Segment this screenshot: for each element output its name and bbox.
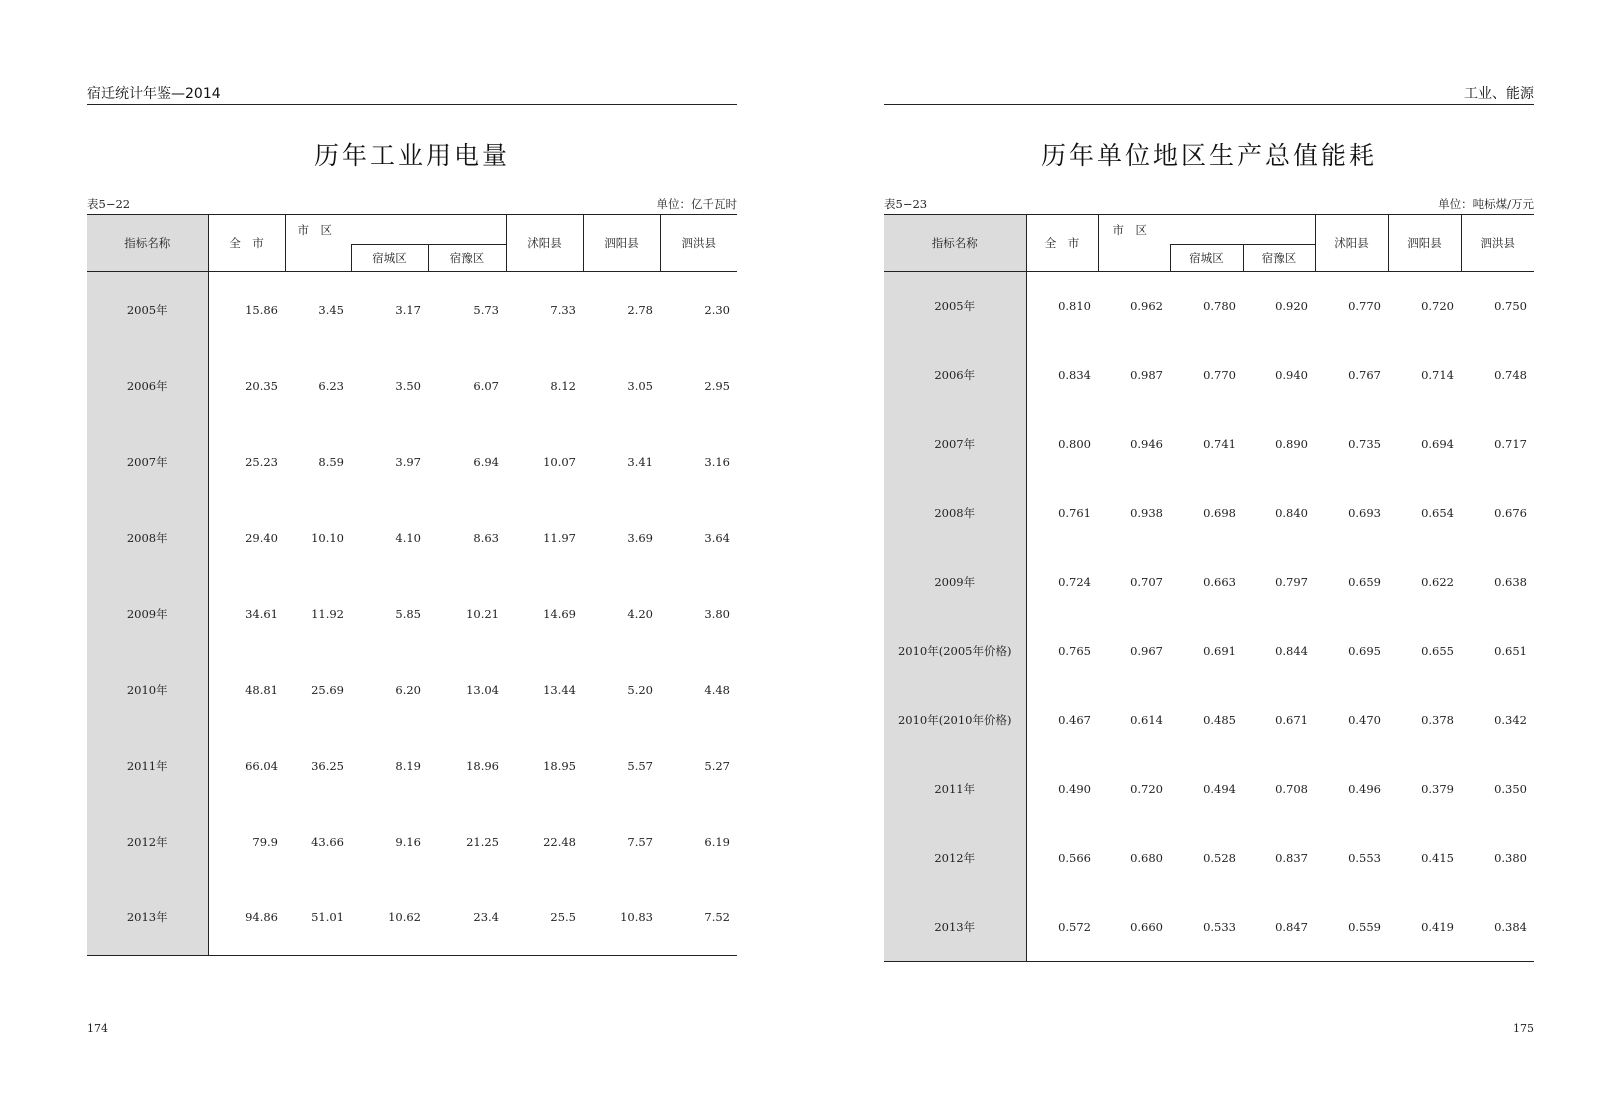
table-cell: 0.553 — [1348, 851, 1381, 865]
table-cell: 10.21 — [466, 606, 499, 621]
table-cell: 2.95 — [704, 378, 730, 393]
table-cell: 2.30 — [704, 302, 730, 317]
table-cell: 0.655 — [1421, 644, 1454, 658]
table-cell: 3.69 — [627, 530, 653, 545]
header-indicator: 指标名称 — [884, 215, 1026, 272]
table-cell: 0.654 — [1421, 506, 1454, 520]
table-cell: 0.533 — [1170, 893, 1243, 962]
table-cell: 4.10 — [395, 530, 421, 545]
table-cell: 0.691 — [1203, 644, 1236, 658]
table-cell: 0.470 — [1348, 713, 1381, 727]
header-siyang: 泗阳县 — [1388, 215, 1461, 272]
table-cell: 0.707 — [1130, 575, 1163, 589]
table-row — [87, 652, 737, 728]
table-cell: 25.5 — [506, 880, 583, 956]
table-cell: 29.40 — [245, 530, 278, 545]
table-cell: 10.83 — [583, 880, 660, 956]
row-label: 2013年 — [87, 880, 208, 956]
table-cell: 20.35 — [245, 378, 278, 393]
table-cell: 0.467 — [1058, 713, 1091, 727]
table-cell: 0.485 — [1203, 713, 1236, 727]
table-cell: 0.741 — [1203, 437, 1236, 451]
table-cell: 0.415 — [1421, 851, 1454, 865]
table-row — [884, 893, 1534, 962]
table-cell: 11.92 — [311, 606, 344, 621]
table-row — [884, 548, 1534, 617]
table-cell: 94.86 — [208, 880, 285, 956]
table-cell: 0.419 — [1388, 893, 1461, 962]
table-cell: 0.962 — [1130, 299, 1163, 314]
table-cell: 6.07 — [473, 378, 499, 393]
table-cell: 0.660 — [1098, 893, 1170, 962]
table-cell: 0.695 — [1348, 644, 1381, 658]
table-cell: 0.698 — [1203, 506, 1236, 520]
table-cell: 8.19 — [395, 758, 421, 773]
table-meta — [87, 196, 737, 212]
table-row — [884, 824, 1534, 893]
table-cell: 9.16 — [395, 834, 421, 849]
table-cell: 0.938 — [1130, 506, 1163, 520]
table-cell: 66.04 — [245, 758, 278, 773]
page-number: 174 — [87, 1022, 108, 1035]
row-label: 2012年 — [87, 804, 208, 880]
table-cell: 0.717 — [1494, 437, 1527, 451]
table-cell: 7.52 — [660, 880, 737, 956]
table-number: 表5−23 — [884, 197, 928, 211]
table-cell: 0.490 — [1058, 782, 1091, 796]
data-table — [87, 214, 737, 956]
table-cell: 0.720 — [1421, 299, 1454, 314]
table-cell: 0.940 — [1275, 368, 1308, 382]
header-suyu: 宿豫区 — [428, 245, 506, 272]
header-sucheng: 宿城区 — [351, 245, 428, 272]
table-cell: 0.834 — [1058, 368, 1091, 382]
row-label: 2009年 — [87, 576, 208, 652]
table-cell: 5.27 — [704, 758, 730, 773]
header-urban-blank — [285, 245, 351, 272]
row-label: 2006年 — [884, 341, 1026, 410]
table-cell: 0.651 — [1494, 644, 1527, 658]
header-urban-spacer — [1170, 215, 1315, 245]
table-cell: 0.720 — [1130, 782, 1163, 796]
table-cell: 6.20 — [395, 682, 421, 697]
table-row — [884, 341, 1534, 410]
table-cell: 0.614 — [1130, 713, 1163, 727]
table-cell: 5.73 — [473, 302, 499, 317]
table-cell: 0.378 — [1421, 713, 1454, 727]
table-cell: 0.840 — [1275, 506, 1308, 520]
table-row — [87, 424, 737, 500]
row-label: 2008年 — [884, 479, 1026, 548]
table-cell: 0.693 — [1348, 506, 1381, 520]
table-cell: 6.23 — [318, 378, 344, 393]
table-cell: 0.566 — [1058, 851, 1091, 865]
table-cell: 6.94 — [473, 454, 499, 469]
table-cell: 0.844 — [1275, 644, 1308, 658]
table-cell: 0.708 — [1275, 782, 1308, 796]
table-cell: 48.81 — [245, 682, 278, 697]
header-urban: 市 区 — [285, 215, 351, 245]
table-cell: 6.19 — [704, 834, 730, 849]
row-label: 2007年 — [87, 424, 208, 500]
row-label: 2007年 — [884, 410, 1026, 479]
table-cell: 0.379 — [1421, 782, 1454, 796]
table-row — [87, 728, 737, 804]
table-cell: 0.735 — [1348, 437, 1381, 451]
header-sihong: 泗洪县 — [1461, 215, 1534, 272]
table-cell: 0.748 — [1494, 368, 1527, 382]
table-cell: 14.69 — [543, 606, 576, 621]
table-cell: 0.987 — [1130, 368, 1163, 382]
header-sihong: 泗洪县 — [660, 215, 737, 272]
table-cell: 10.07 — [543, 454, 576, 469]
table-cell: 0.837 — [1275, 851, 1308, 865]
table-row — [884, 272, 1534, 341]
table-cell: 0.384 — [1461, 893, 1534, 962]
table-cell: 0.694 — [1421, 437, 1454, 451]
table-cell: 3.05 — [627, 378, 653, 393]
table-cell: 22.48 — [543, 834, 576, 849]
table-cell: 10.62 — [351, 880, 428, 956]
table-cell: 0.676 — [1494, 506, 1527, 520]
table-cell: 0.765 — [1058, 644, 1091, 658]
table-row — [884, 410, 1534, 479]
table-cell: 51.01 — [285, 880, 351, 956]
header-indicator: 指标名称 — [87, 215, 208, 272]
table-cell: 0.380 — [1494, 851, 1527, 865]
table-cell: 0.750 — [1494, 299, 1527, 314]
table-cell: 0.770 — [1348, 299, 1381, 314]
row-label: 2009年 — [884, 548, 1026, 617]
row-label: 2011年 — [87, 728, 208, 804]
table-cell: 36.25 — [311, 758, 344, 773]
table-cell: 0.342 — [1494, 713, 1527, 727]
header-shuyang: 沭阳县 — [1315, 215, 1388, 272]
table-cell: 0.671 — [1275, 713, 1308, 727]
table-cell: 0.890 — [1275, 437, 1308, 451]
table-cell: 0.761 — [1058, 506, 1091, 520]
table-cell: 25.69 — [311, 682, 344, 697]
row-label: 2010年(2010年价格) — [884, 686, 1026, 755]
table-row — [884, 686, 1534, 755]
header-shuyang: 沭阳县 — [506, 215, 583, 272]
table-cell: 0.946 — [1130, 437, 1163, 451]
table-cell: 13.04 — [466, 682, 499, 697]
table-cell: 3.16 — [704, 454, 730, 469]
table-row — [87, 576, 737, 652]
row-label: 2006年 — [87, 348, 208, 424]
table-cell: 0.920 — [1275, 299, 1308, 314]
table-cell: 8.59 — [318, 454, 344, 469]
header-sucheng: 宿城区 — [1170, 245, 1243, 272]
table-row — [87, 348, 737, 424]
unit-label: 单位：吨标煤/万元 — [1438, 197, 1534, 211]
page-number: 175 — [1513, 1022, 1534, 1035]
running-head: 工业、能源 — [884, 84, 1534, 105]
table-cell: 18.95 — [543, 758, 576, 773]
left-page — [87, 0, 737, 1099]
header-urban: 市 区 — [1098, 215, 1170, 245]
table-row — [884, 479, 1534, 548]
table-cell: 7.33 — [550, 302, 576, 317]
row-label: 2011年 — [884, 755, 1026, 824]
table-cell: 0.559 — [1315, 893, 1388, 962]
unit-label: 单位：亿千瓦时 — [656, 197, 737, 211]
table-cell: 8.12 — [550, 378, 576, 393]
table-cell: 0.680 — [1130, 851, 1163, 865]
header-city: 全 市 — [208, 215, 285, 272]
table-cell: 0.528 — [1203, 851, 1236, 865]
right-page — [884, 0, 1534, 1099]
table-cell: 10.10 — [311, 530, 344, 545]
table-cell: 3.97 — [395, 454, 421, 469]
table-cell: 8.63 — [473, 530, 499, 545]
table-cell: 0.663 — [1203, 575, 1236, 589]
table-row — [884, 755, 1534, 824]
running-head: 宿迁统计年鉴—2014 — [87, 84, 737, 105]
table-cell: 0.770 — [1203, 368, 1236, 382]
table-cell: 0.496 — [1348, 782, 1381, 796]
table-cell: 0.622 — [1421, 575, 1454, 589]
table-number: 表5−22 — [87, 197, 131, 211]
table-meta — [884, 196, 1534, 212]
table-cell: 3.80 — [704, 606, 730, 621]
table-cell: 0.724 — [1058, 575, 1091, 589]
header-urban-blank — [1098, 245, 1170, 272]
table-cell: 18.96 — [466, 758, 499, 773]
table-cell: 5.20 — [627, 682, 653, 697]
table-cell: 0.572 — [1026, 893, 1098, 962]
row-label: 2010年(2005年价格) — [884, 617, 1026, 686]
table-cell: 0.659 — [1348, 575, 1381, 589]
table-cell: 0.494 — [1203, 782, 1236, 796]
table-title: 历年工业用电量 — [313, 141, 510, 170]
table-row — [87, 500, 737, 576]
header-suyu: 宿豫区 — [1243, 245, 1315, 272]
table-cell: 0.350 — [1494, 782, 1527, 796]
table-title: 历年单位地区生产总值能耗 — [1040, 141, 1377, 170]
table-cell: 0.847 — [1243, 893, 1315, 962]
table-cell: 3.64 — [704, 530, 730, 545]
table-cell: 5.57 — [627, 758, 653, 773]
table-cell: 43.66 — [311, 834, 344, 849]
table-cell: 0.800 — [1058, 437, 1091, 451]
header-city: 全 市 — [1026, 215, 1098, 272]
table-cell: 0.967 — [1130, 644, 1163, 658]
table-cell: 21.25 — [466, 834, 499, 849]
table-cell: 7.57 — [627, 834, 653, 849]
row-label: 2005年 — [884, 272, 1026, 341]
table-cell: 3.50 — [395, 378, 421, 393]
table-cell: 0.638 — [1494, 575, 1527, 589]
table-cell: 3.41 — [627, 454, 653, 469]
header-urban-spacer — [351, 215, 506, 245]
table-cell: 0.780 — [1203, 299, 1236, 314]
table-cell: 3.45 — [318, 302, 344, 317]
row-label: 2013年 — [884, 893, 1026, 962]
table-cell: 2.78 — [627, 302, 653, 317]
data-table — [884, 214, 1534, 962]
table-cell: 0.797 — [1275, 575, 1308, 589]
table-cell: 0.767 — [1348, 368, 1381, 382]
header-siyang: 泗阳县 — [583, 215, 660, 272]
table-cell: 0.810 — [1058, 299, 1091, 314]
table-cell: 25.23 — [245, 454, 278, 469]
table-cell: 3.17 — [395, 302, 421, 317]
table-cell: 13.44 — [543, 682, 576, 697]
row-label: 2008年 — [87, 500, 208, 576]
table-cell: 0.714 — [1421, 368, 1454, 382]
table-row — [87, 272, 737, 348]
table-cell: 11.97 — [543, 530, 576, 545]
table-row — [87, 804, 737, 880]
table-cell: 4.48 — [704, 682, 730, 697]
row-label: 2005年 — [87, 272, 208, 348]
table-cell: 5.85 — [395, 606, 421, 621]
table-cell: 34.61 — [245, 606, 278, 621]
table-cell: 4.20 — [627, 606, 653, 621]
table-cell: 15.86 — [245, 302, 278, 317]
table-row — [87, 880, 737, 956]
row-label: 2012年 — [884, 824, 1026, 893]
table-cell: 23.4 — [428, 880, 506, 956]
row-label: 2010年 — [87, 652, 208, 728]
table-cell: 79.9 — [252, 834, 278, 849]
table-row — [884, 617, 1534, 686]
